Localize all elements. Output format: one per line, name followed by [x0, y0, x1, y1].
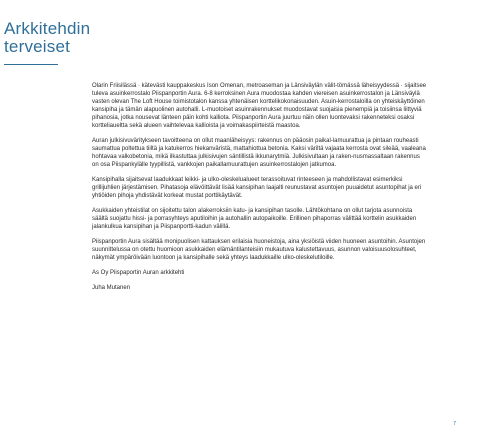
- paragraph-courtyard: Kansipihalla sijaitsevat laadukkaat leikki- ja ulko-oleskelualueet terassoituvat rinteeseen ja mahdollistavat esimerkiksi grillijuhlien järjestämisen. Pihatasoja elävöittävät lisää kansipihan laajalti reunustavat asuntojen puuaidetut asuntopihat ja eri yhtiöiden pihoja yhdistävät korkeat mustat porttikäytävät.: [92, 177, 422, 199]
- signature-role: As Oy Piispaportin Auran arkkitehti: [92, 270, 185, 276]
- page-title-line-1: Arkkitehdin: [4, 19, 91, 38]
- title-divider: [4, 64, 58, 65]
- paragraph-intro: Olarin Friisilässä · kätevästi kauppakeskus Ison Omenan, metroaseman ja Länsiväylän välit-tömässä läheisyydessä · sijaitsee tuleva asuinkerrostalo Piispanportin Aura. 6-8 kerroksinen Aura muodostaa kahden viereisen asuinkerrostalon ja Länsiväylä vasten olevan The Loft House toimistotalon kanssa yhtenäisen korttelikokonaisuuden. Asuin-kerrostaloilla on yhteiskäyttöinen kansipiha ja tämän alapuolinen autohalli. L-muotoiset asuinrakennukset muodostavat suojaisia pienempiä ja toisiinsa liittyviä pihanosia, jotka nousevat länteen päin kohti kalliota. Piispanportin Aura juurtuu näin ollen luontevaksi rakenneteksi osaksi kortteliaueltta sekä alueen vaihtelevaa kallioista ja voimakaspiirteistä maastoa.: [92, 83, 427, 129]
- page-title-line-2: terveiset: [4, 37, 71, 56]
- signature-name: Juha Mutanen: [92, 285, 131, 291]
- paragraph-facade: Auran julkisivuväritykseen tavoitteena on ollut maanläheisyys: rakennus on pääosin paikal-lamuurattua ja pintaan rouheasti saumattua poltettua tiiltä ja katukerros hiekanväristä, mattahiottua betonia. Kaksi väriltä vajaata kerrosta ovat sileää, vaaleana hohtavaa valkobetonia, mikä ilkastuttaa julkisivujen säntillistä ikkunarytmiä. Julkisivultaan ja raken-nusmassaltaan rakennus on osa Piispankylälle tyypillistä, vankkojen paikallamuurattujen asuinkerrostalojen jatkumoa.: [92, 138, 426, 168]
- paragraph-common-spaces: Asukkaiden yhteistilat on sijoitettu talon alakerroksiin katu- ja kansipihan tasolle. Lähtökohtana on ollut tarjota asunnoista säältä suojattu hissi- ja porrasyhteys aputiloihin ja autohallin autopaikoille. Erillinen pihaporras välittää korttelin asukkaiden jalankulkua kansipihan ja Piispanportti-kadun välillä.: [92, 208, 417, 230]
- page-number: 7: [453, 421, 456, 427]
- page-title: [4, 20, 154, 56]
- article-body: [92, 82, 428, 299]
- paragraph-apartments: Piispanportin Aura sisältää monipuolisen kattauksen erilaisia huoneistoja, aina yksiöistä viiden huoneen asuntoihin. Asuntojen suunnittelussa on otettu huomioon asukkaiden elämäntilanteisiin mukautuva kalustettavuus, asunnon valoisuusolosuhteet, näkymät ympäröivään luontoon ja kansipihalle sekä yhteys laadukkaille ulko-oleskelutiloille.: [92, 239, 426, 261]
